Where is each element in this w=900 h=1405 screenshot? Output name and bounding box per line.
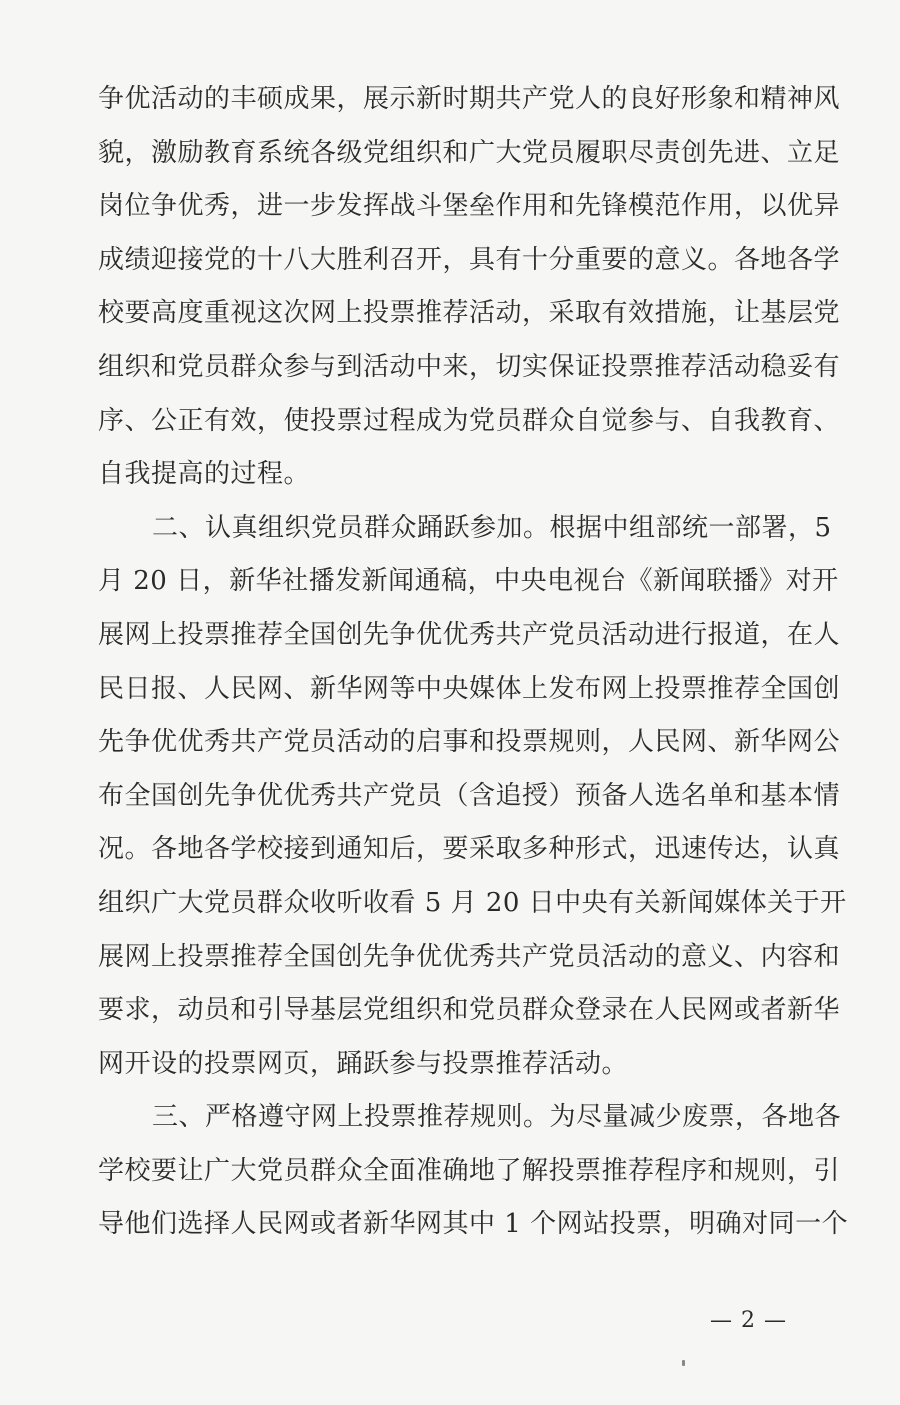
text-line: 网开设的投票网页，踊跃参与投票推荐活动。 <box>98 1048 629 1079</box>
text-line: 导他们选择人民网或者新华网其中 1 个网站投票，明确对同一个 <box>98 1209 849 1240</box>
text-line: 三、严格遵守网上投票推荐规则。为尽量减少废票，各地各 <box>152 1102 842 1133</box>
body-text <box>98 73 849 1252</box>
text-line: 先争优优秀共产党员活动的启事和投票规则，人民网、新华网公 <box>98 727 841 758</box>
scan-speck <box>682 1360 685 1366</box>
text-line: 自我提高的过程。 <box>98 459 311 490</box>
text-line: 序、公正有效，使投票过程成为党员群众自觉参与、自我教育、 <box>98 405 841 436</box>
page-number: — 2 — <box>710 1308 787 1333</box>
text-line: 民日报、人民网、新华网等中央媒体上发布网上投票推荐全国创 <box>98 673 841 704</box>
text-line: 岗位争优秀，进一步发挥战斗堡垒作用和先锋模范作用，以优异 <box>98 191 841 222</box>
text-line: 组织和党员群众参与到活动中来，切实保证投票推荐活动稳妥有 <box>98 351 841 382</box>
text-line: 布全国创先争优优秀共产党员（含追授）预备人选名单和基本情 <box>98 780 841 811</box>
text-line: 展网上投票推荐全国创先争优优秀共产党员活动的意义、内容和 <box>98 941 841 972</box>
text-line: 展网上投票推荐全国创先争优优秀共产党员活动进行报道，在人 <box>98 619 841 650</box>
text-line: 要求，动员和引导基层党组织和党员群众登录在人民网或者新华 <box>98 995 841 1026</box>
text-line: 争优活动的丰硕成果，展示新时期共产党人的良好形象和精神风 <box>98 84 841 114</box>
text-line: 成绩迎接党的十八大胜利召开，具有十分重要的意义。各地各学 <box>98 244 841 275</box>
text-line: 貌，激励教育系统各级党组织和广大党员履职尽责创先进、立足 <box>98 137 841 168</box>
text-line: 月 20 日，新华社播发新闻通稿，中央电视台《新闻联播》对开 <box>98 566 839 597</box>
text-line: 校要高度重视这次网上投票推荐活动，采取有效措施，让基层党 <box>98 298 841 329</box>
text-line: 二、认真组织党员群众踊跃参加。根据中组部统一部署，5 <box>152 512 832 543</box>
text-line: 组织广大党员群众收听收看 5 月 20 日中央有关新闻媒体关于开 <box>98 887 847 918</box>
text-line: 况。各地各学校接到通知后，要采取多种形式，迅速传达，认真 <box>98 834 841 865</box>
text-line: 学校要让广大党员群众全面准确地了解投票推荐程序和规则，引 <box>98 1155 841 1186</box>
